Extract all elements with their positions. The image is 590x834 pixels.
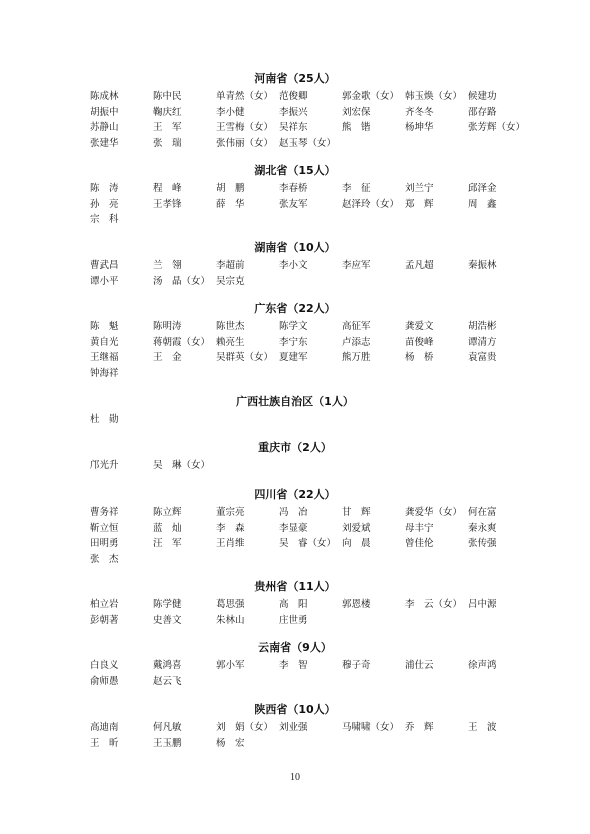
person-name: 陈 魁 xyxy=(90,321,119,332)
region-heading: 广东省（22人） xyxy=(254,302,336,315)
person-name: 张传强 xyxy=(468,538,497,549)
region-heading: 河南省（25人） xyxy=(254,72,336,85)
person-name: 俞师愚 xyxy=(90,675,119,687)
person-name: 李 智 xyxy=(279,660,308,671)
region-section xyxy=(0,395,590,428)
name-list xyxy=(0,505,590,567)
name-list xyxy=(0,258,590,289)
name-row xyxy=(0,89,590,105)
person-name: 夏建军 xyxy=(279,352,308,363)
person-name: 李应军 xyxy=(342,260,371,271)
person-name: 刘爱斌 xyxy=(342,522,371,534)
person-name: 曹务祥 xyxy=(90,507,119,518)
name-row xyxy=(0,505,590,521)
name-row xyxy=(0,181,590,197)
person-name: 秦振林 xyxy=(468,260,497,271)
person-name: 陈明涛 xyxy=(153,321,182,332)
name-row xyxy=(0,212,590,228)
person-name: 熊万胜 xyxy=(342,352,371,363)
person-name: 邱泽金 xyxy=(468,183,497,194)
person-name: 齐冬冬 xyxy=(405,106,434,118)
person-name: 刘宏保 xyxy=(342,106,371,118)
person-name: 邝光升 xyxy=(90,460,119,471)
person-name: 陈学文 xyxy=(279,321,308,332)
person-name: 张友军 xyxy=(279,198,308,210)
person-name: 蓝 灿 xyxy=(153,522,182,534)
person-name: 白良义 xyxy=(90,660,119,671)
person-name: 李小文 xyxy=(279,260,308,271)
person-name: 胡浩彬 xyxy=(468,321,497,332)
person-name: 李春桥 xyxy=(279,183,308,194)
name-row xyxy=(0,274,590,290)
person-name: 袁富贵 xyxy=(468,352,497,363)
person-name: 赵玉琴（女） xyxy=(279,137,337,149)
person-name: 甘 辉 xyxy=(342,507,371,518)
name-row xyxy=(0,536,590,552)
person-name: 范俊卿 xyxy=(279,91,308,102)
name-list xyxy=(0,181,590,228)
person-name: 宗 科 xyxy=(90,214,119,225)
region-section xyxy=(0,302,590,381)
region-heading: 重庆市（2人） xyxy=(258,441,332,454)
person-name: 蒋朝霞（女） xyxy=(153,336,211,348)
person-name: 卢添志 xyxy=(342,336,371,348)
person-name: 胡 鹏 xyxy=(216,183,245,194)
person-name: 熊 锴 xyxy=(342,122,371,133)
person-name: 庄世勇 xyxy=(279,614,308,626)
person-name: 王 波 xyxy=(468,722,497,733)
region-section xyxy=(0,441,590,474)
name-row xyxy=(0,720,590,736)
person-name: 葛思强 xyxy=(216,599,245,610)
person-name: 何在富 xyxy=(468,507,497,518)
region-section xyxy=(0,488,590,567)
person-name: 李小健 xyxy=(216,106,245,118)
person-name: 张芳辉（女） xyxy=(468,122,526,133)
region-section xyxy=(0,703,590,751)
person-name: 张伟丽（女） xyxy=(216,137,274,149)
person-name: 吴 睿（女） xyxy=(279,538,337,549)
person-name: 史善文 xyxy=(153,614,182,626)
person-name: 李超前 xyxy=(216,260,245,271)
person-name: 周 鑫 xyxy=(468,198,497,210)
person-name: 杨坤华 xyxy=(405,122,434,133)
person-name: 杨 桥 xyxy=(405,352,434,363)
person-name: 彭朝著 xyxy=(90,614,119,626)
person-name: 孙 亮 xyxy=(90,198,119,210)
region-heading: 湖南省（10人） xyxy=(254,241,336,254)
person-name: 靳立恒 xyxy=(90,522,119,534)
person-name: 曾佳伦 xyxy=(405,538,434,549)
name-row xyxy=(0,258,590,274)
person-name: 韩玉焕（女） xyxy=(405,91,463,102)
person-name: 刘 娟（女） xyxy=(216,722,274,733)
person-name: 乔 辉 xyxy=(405,722,434,733)
name-row xyxy=(0,613,590,629)
person-name: 钟海祥 xyxy=(90,367,119,379)
name-row xyxy=(0,552,590,568)
person-name: 李 云（女） xyxy=(405,599,463,610)
person-name: 王玉鹏 xyxy=(153,737,182,749)
person-name: 陈学健 xyxy=(153,599,182,610)
region-section xyxy=(0,72,590,151)
person-name: 李 森 xyxy=(216,522,245,534)
person-name: 李振兴 xyxy=(279,106,308,118)
person-name: 董宗亮 xyxy=(216,507,245,518)
region-section xyxy=(0,241,590,289)
name-row xyxy=(0,120,590,136)
person-name: 张建华 xyxy=(90,137,119,149)
person-name: 苏静山 xyxy=(90,122,119,133)
name-row xyxy=(0,350,590,366)
name-row xyxy=(0,197,590,213)
person-name: 龚爱华（女） xyxy=(405,507,463,518)
region-section xyxy=(0,164,590,228)
person-name: 李显豪 xyxy=(279,522,308,534)
person-name: 胡振中 xyxy=(90,106,119,118)
name-row xyxy=(0,105,590,121)
person-name: 杜 勋 xyxy=(90,414,119,425)
person-name: 程 峰 xyxy=(153,183,182,194)
person-name: 陈立辉 xyxy=(153,507,182,518)
person-name: 吴宗克 xyxy=(216,275,245,287)
name-list xyxy=(0,720,590,751)
name-row xyxy=(0,319,590,335)
person-name: 冯 冶 xyxy=(279,507,308,518)
region-heading: 云南省（9人） xyxy=(258,641,332,654)
person-name: 陈世杰 xyxy=(216,321,245,332)
person-name: 王肖维 xyxy=(216,538,245,549)
person-name: 高 阳 xyxy=(279,599,308,610)
person-name: 曹武昌 xyxy=(90,260,119,271)
person-name: 孟凡超 xyxy=(405,260,434,271)
person-name: 黄自光 xyxy=(90,336,119,348)
person-name: 戴鸿喜 xyxy=(153,660,182,671)
person-name: 郑 辉 xyxy=(405,198,434,210)
person-name: 向 晨 xyxy=(342,538,371,549)
person-name: 吕中源 xyxy=(468,599,497,610)
person-name: 刘业强 xyxy=(279,722,308,733)
region-heading: 湖北省（15人） xyxy=(254,164,336,177)
person-name: 母丰宁 xyxy=(405,522,434,534)
person-name: 吴群英（女） xyxy=(216,352,274,363)
person-name: 王雪梅（女） xyxy=(216,122,274,133)
person-name: 柏立岩 xyxy=(90,599,119,610)
person-name: 李 征 xyxy=(342,183,371,194)
person-name: 赵云飞 xyxy=(153,675,182,687)
person-name: 谭清方 xyxy=(468,336,497,348)
person-name: 吴 琳（女） xyxy=(153,460,211,471)
name-list xyxy=(0,412,590,428)
name-row xyxy=(0,674,590,690)
person-name: 王孝锋 xyxy=(153,198,182,210)
name-row xyxy=(0,412,590,428)
region-heading: 陕西省（10人） xyxy=(254,703,336,716)
person-name: 单青然（女） xyxy=(216,91,274,102)
person-name: 高迪南 xyxy=(90,722,119,733)
person-name: 郭恩楼 xyxy=(342,599,371,610)
person-name: 吴祥东 xyxy=(279,122,308,133)
person-name: 陈成林 xyxy=(90,91,119,102)
name-row xyxy=(0,458,590,474)
name-list xyxy=(0,458,590,474)
region-heading: 四川省（22人） xyxy=(254,488,336,501)
name-list xyxy=(0,597,590,628)
person-name: 何凡敏 xyxy=(153,722,182,733)
region-section xyxy=(0,580,590,628)
person-name: 王 军 xyxy=(153,122,182,133)
person-name: 陈 涛 xyxy=(90,183,119,194)
person-name: 龚爱文 xyxy=(405,321,434,332)
name-row xyxy=(0,658,590,674)
person-name: 赖亮生 xyxy=(216,336,245,348)
person-name: 鞠庆红 xyxy=(153,106,182,118)
name-list xyxy=(0,89,590,151)
region-section xyxy=(0,641,590,689)
person-name: 苗俊峰 xyxy=(405,336,434,348)
person-name: 朱林山 xyxy=(216,614,245,626)
person-name: 薛 华 xyxy=(216,198,245,210)
person-name: 刘兰宁 xyxy=(405,183,434,194)
person-name: 秦永爽 xyxy=(468,522,497,534)
person-name: 汤 晶（女） xyxy=(153,275,211,287)
person-name: 李宁东 xyxy=(279,336,308,348)
region-heading: 广西壮族自治区（1人） xyxy=(236,395,354,408)
page-number: 10 xyxy=(290,772,300,783)
name-row xyxy=(0,366,590,382)
name-row xyxy=(0,597,590,613)
person-name: 谭小平 xyxy=(90,275,119,287)
person-name: 马啸啸（女） xyxy=(342,722,400,733)
person-name: 张 杰 xyxy=(90,553,119,565)
person-name: 邵存路 xyxy=(468,106,497,118)
person-name: 汪 军 xyxy=(153,538,182,549)
person-name: 赵泽玲（女） xyxy=(342,198,400,210)
person-name: 高征军 xyxy=(342,321,371,332)
name-row xyxy=(0,521,590,537)
person-name: 王 金 xyxy=(153,352,182,363)
person-name: 穆子奇 xyxy=(342,660,371,671)
person-name: 杨 宏 xyxy=(216,737,245,749)
person-name: 张 瑞 xyxy=(153,137,182,149)
person-name: 郭小军 xyxy=(216,660,245,671)
person-name: 王 昕 xyxy=(90,737,119,749)
name-row xyxy=(0,136,590,152)
name-list xyxy=(0,319,590,381)
person-name: 兰 翎 xyxy=(153,260,182,271)
person-name: 候建功 xyxy=(468,91,497,102)
name-row xyxy=(0,335,590,351)
person-name: 田明勇 xyxy=(90,538,119,549)
region-heading: 贵州省（11人） xyxy=(254,580,336,593)
name-row xyxy=(0,736,590,752)
person-name: 陈中民 xyxy=(153,91,182,102)
person-name: 浦仕云 xyxy=(405,660,434,671)
person-name: 王继福 xyxy=(90,352,119,363)
person-name: 郭金歌（女） xyxy=(342,91,400,102)
person-name: 徐声鸿 xyxy=(468,660,497,671)
name-list xyxy=(0,658,590,689)
